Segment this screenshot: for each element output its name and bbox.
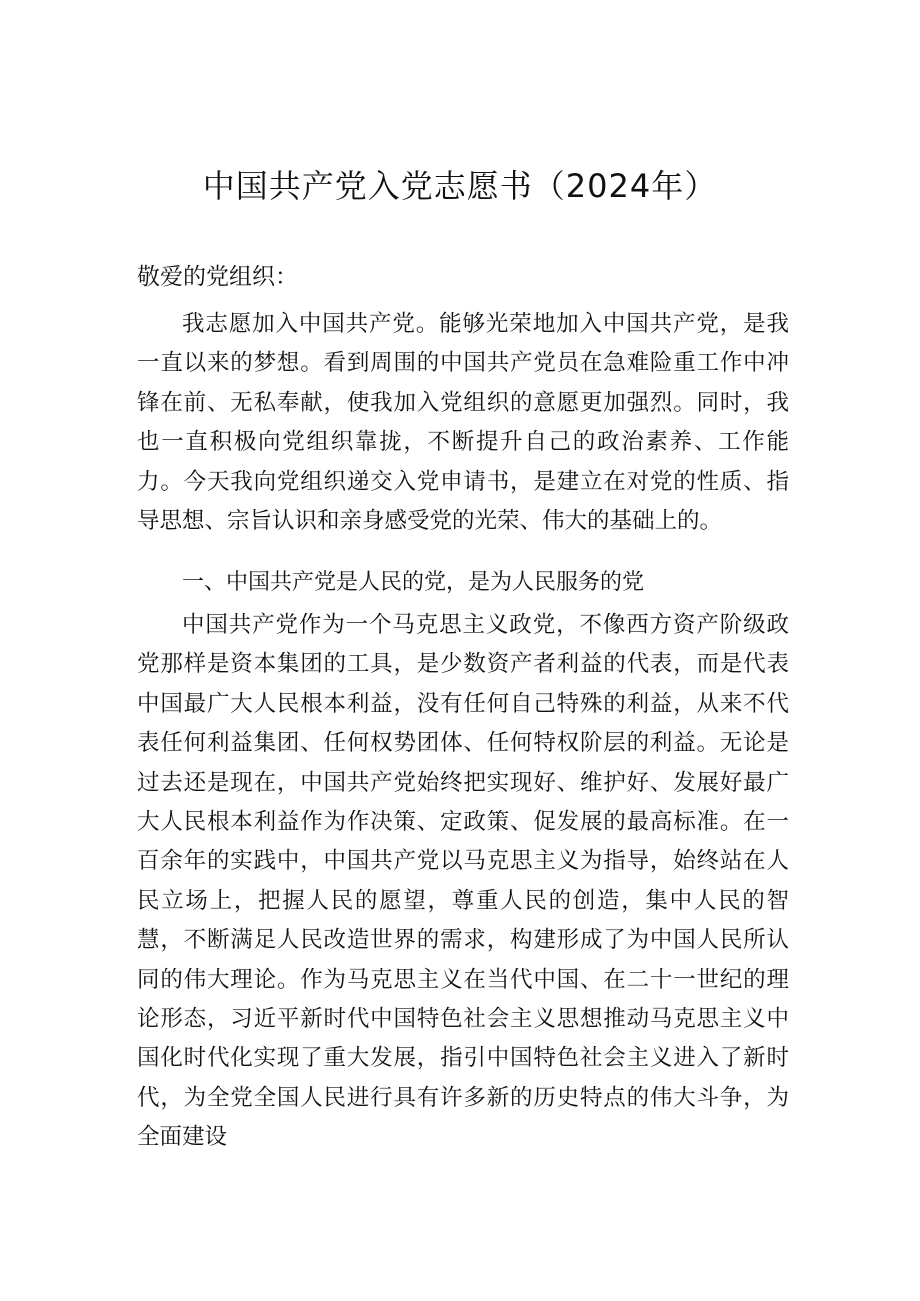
intro-body <box>137 305 789 541</box>
section-body-1 <box>137 606 789 1158</box>
intro-paragraph: 我志愿加入中国共产党。能够光荣地加入中国共产党，是我一直以来的梦想。看到周围的中国共产党员在急难险重工作中冲锋在前、无私奉献，使我加入党组织的意愿更加强烈。同时，我也一直积极向党组织靠拢，不断提升自己的政治素养、工作能力。今天我向党组织递交入党申请书，是建立在对党的性质、指导思想、宗旨认识和亲身感受党的光荣、伟大的基础上的。 <box>137 311 789 535</box>
document-title: 中国共产党入党志愿书（2024年） <box>202 167 718 205</box>
salutation: 敬爱的党组织： <box>137 264 298 290</box>
section-heading-1: 一、中国共产党是人民的党，是为人民服务的党 <box>182 570 645 595</box>
section-paragraph: 中国共产党作为一个马克思主义政党，不像西方资产阶级政党那样是资本集团的工具，是少数资产者利益的代表，而是代表中国最广大人民根本利益，没有任何自己特殊的利益，从来不代表任何利益集团、任何权势团体、任何特权阶层的利益。无论是过去还是现在，中国共产党始终把实现好、维护好、发展好最广大人民根本利益作为作决策、定政策、促发展的最高标准。在一百余年的实践中，中国共产党以马克思主义为指导，始终站在人民立场上，把握人民的愿望，尊重人民的创造，集中人民的智慧，不断满足人民改造世界的需求，构建形成了为中国人民所认同的伟大理论。作为马克思主义在当代中国、在二十一世纪的理论形态，习近平新时代中国特色社会主义思想推动马克思主义中国化时代化实现了重大发展，指引中国特色社会主义进入了新时代，为全党全国人民进行具有许多新的历史特点的伟大斗争，为全面建设 <box>137 612 789 1151</box>
